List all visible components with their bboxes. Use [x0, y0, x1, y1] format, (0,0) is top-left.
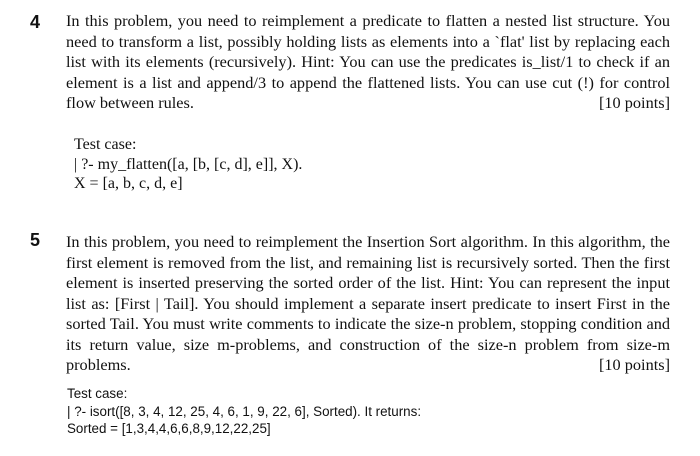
problem-5-last-line	[66, 355, 670, 376]
problem-5-last-text: problems.	[66, 355, 131, 374]
problem-4-line: list with its elements (recursively). Hint: You can use the predicates is_list/1 to check if an	[66, 52, 670, 71]
problem-5-line: list as: [First | Tail]. You should implement a separate insert predicate to insert First in the	[66, 293, 670, 313]
problem-4-last-line	[66, 93, 670, 114]
problem-5-line: sorted Tail. You must write comments to indicate the size-n problem, stopping condition and	[66, 314, 670, 333]
problem-4-line: element is a list and append/3 to append the flattened lists. You can use cut (!) for control	[66, 72, 670, 92]
problem-4-last-text: flow between rules.	[66, 93, 194, 112]
problem-5-line: first element is removed from the list, and remaining list is recursively sorted. Then the first	[66, 252, 670, 272]
test-case-query: | ?- isort([8, 3, 4, 12, 25, 4, 6, 1, 9, 22, 6], Sorted). It returns:	[67, 403, 422, 419]
problem-5-text	[66, 232, 670, 376]
problem-4-text	[66, 11, 670, 114]
problem-5-points: [10 points]	[599, 355, 670, 374]
problem-5-line: its return value, size m-problems, and construction of the size-n problem from size-m	[66, 334, 670, 354]
test-case-result: Sorted = [1,3,4,4,6,6,8,9,12,22,25]	[67, 421, 271, 436]
problem-4-line: need to transform a list, possibly holding lists as elements into a `flat' list by replacing each	[66, 31, 670, 51]
problem-4-number: 4	[30, 12, 41, 32]
test-case-label: Test case:	[67, 386, 128, 401]
problem-4-test-case	[74, 135, 302, 194]
problem-5-line: In this problem, you need to reimplement the Insertion Sort algorithm. In this algorithm, the	[66, 232, 670, 251]
problem-5-test-case	[67, 385, 421, 438]
test-case-label: Test case:	[74, 136, 137, 153]
problem-5-line: element is inserted preserving the sorted order of the list. Hint: You can represent the input	[66, 273, 670, 292]
problem-4-line: In this problem, you need to reimplement a predicate to flatten a nested list structure. You	[66, 11, 670, 30]
test-case-result: X = [a, b, c, d, e]	[74, 175, 183, 192]
problem-5-number: 5	[30, 230, 41, 250]
test-case-query: | ?- my_flatten([a, [b, [c, d], e]], X).	[74, 155, 303, 173]
problem-4-points: [10 points]	[599, 93, 670, 112]
